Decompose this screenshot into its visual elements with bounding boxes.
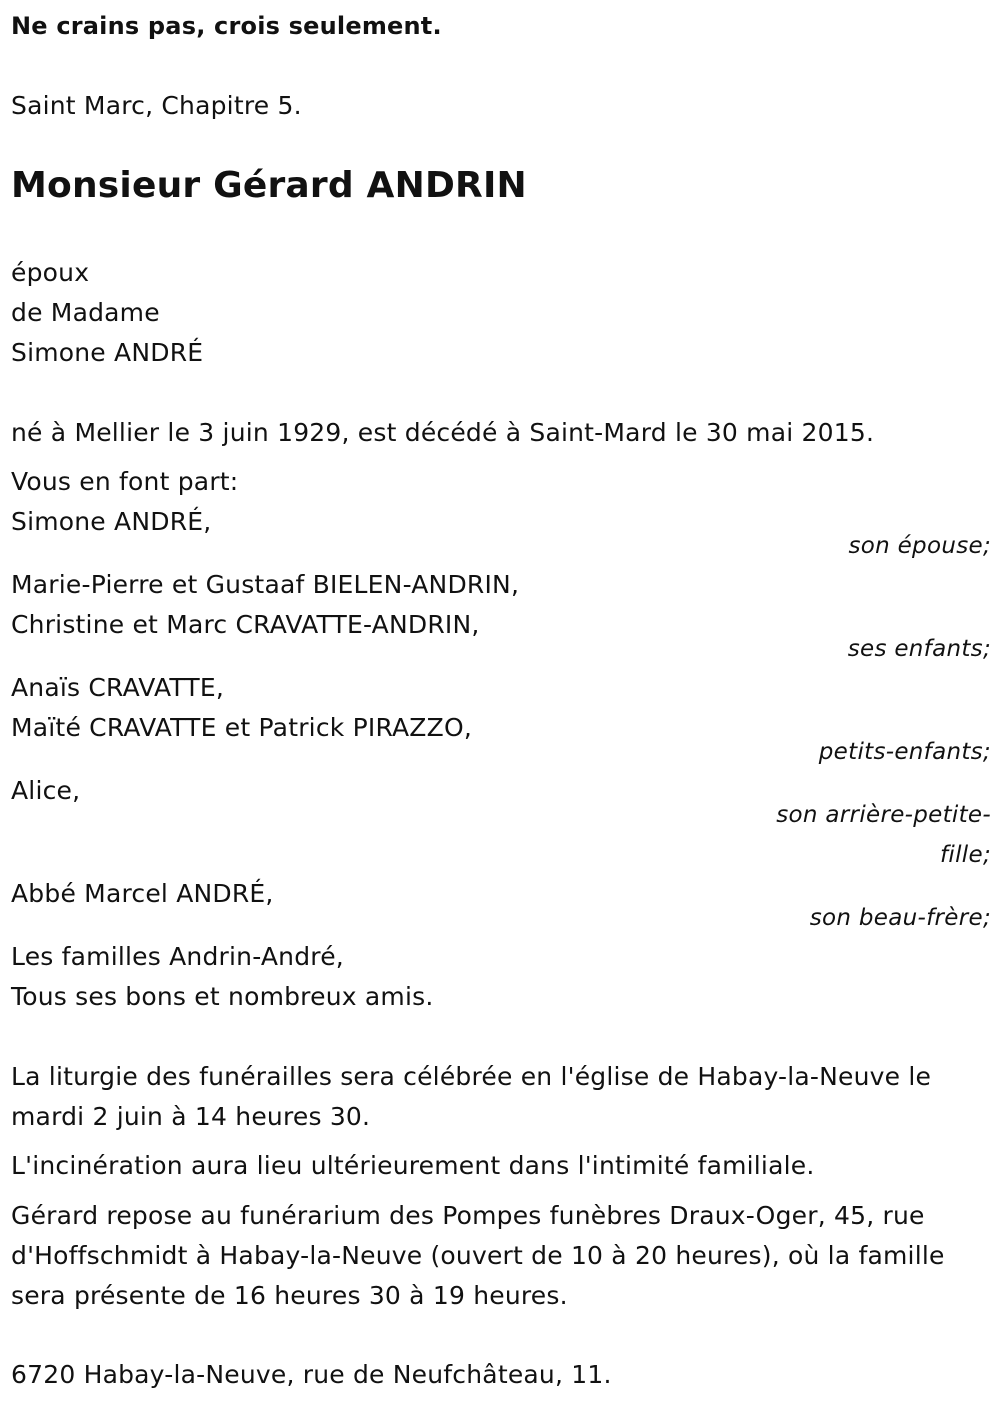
family-relation: son arrière-petite- [776, 802, 991, 828]
family-relation: fille; [940, 842, 991, 868]
family-relation: petits-enfants; [818, 739, 991, 765]
liturgy-paragraph: La liturgie des funérailles sera célébrée en l'église de Habay-la-Neuve le mardi 2 juin à 14 heures 30. [11, 1062, 932, 1131]
family-member-name: Abbé Marcel ANDRÉ, [11, 879, 274, 908]
announcement-intro: Vous en font part: [11, 467, 239, 496]
family-member-name: Marie-Pierre et Gustaaf BIELEN-ANDRIN, [11, 570, 520, 599]
cremation-paragraph: L'incinération aura lieu ultérieurement dans l'intimité familiale. [11, 1151, 815, 1180]
viewing-paragraph: Gérard repose au funérarium des Pompes funèbres Draux-Oger, 45, rue d'Hoffschmidt à Habay-la-Neuve (ouvert de 10 à 20 heures), où la famille sera présente de 16 heures 30 à 19 heures. [11, 1201, 945, 1310]
family-relation: son beau-frère; [809, 905, 991, 931]
spouse-line: époux [11, 258, 90, 287]
family-member-name: Simone ANDRÉ, [11, 507, 212, 536]
family-member-name: Christine et Marc CRAVATTE-ANDRIN, [11, 610, 480, 639]
family-member-name: Maïté CRAVATTE et Patrick PIRAZZO, [11, 713, 472, 742]
family-member-name: Anaïs CRAVATTE, [11, 673, 225, 702]
spouse-line: Simone ANDRÉ [11, 338, 204, 367]
family-relation: son épouse; [848, 533, 991, 559]
family-member-name: Alice, [11, 776, 81, 805]
family-relation: ses enfants; [847, 636, 991, 662]
family-address: 6720 Habay-la-Neuve, rue de Neufchâteau, 11. [11, 1360, 612, 1389]
closing-line: Tous ses bons et nombreux amis. [11, 982, 434, 1011]
scripture-quote: Ne crains pas, crois seulement. [11, 12, 442, 40]
life-dates: né à Mellier le 3 juin 1929, est décédé à Saint-Mard le 30 mai 2015. [11, 418, 875, 447]
closing-line: Les familles Andrin-André, [11, 942, 344, 971]
scripture-reference: Saint Marc, Chapitre 5. [11, 91, 302, 120]
deceased-name: Monsieur Gérard ANDRIN [11, 165, 527, 206]
spouse-line: de Madame [11, 298, 160, 327]
